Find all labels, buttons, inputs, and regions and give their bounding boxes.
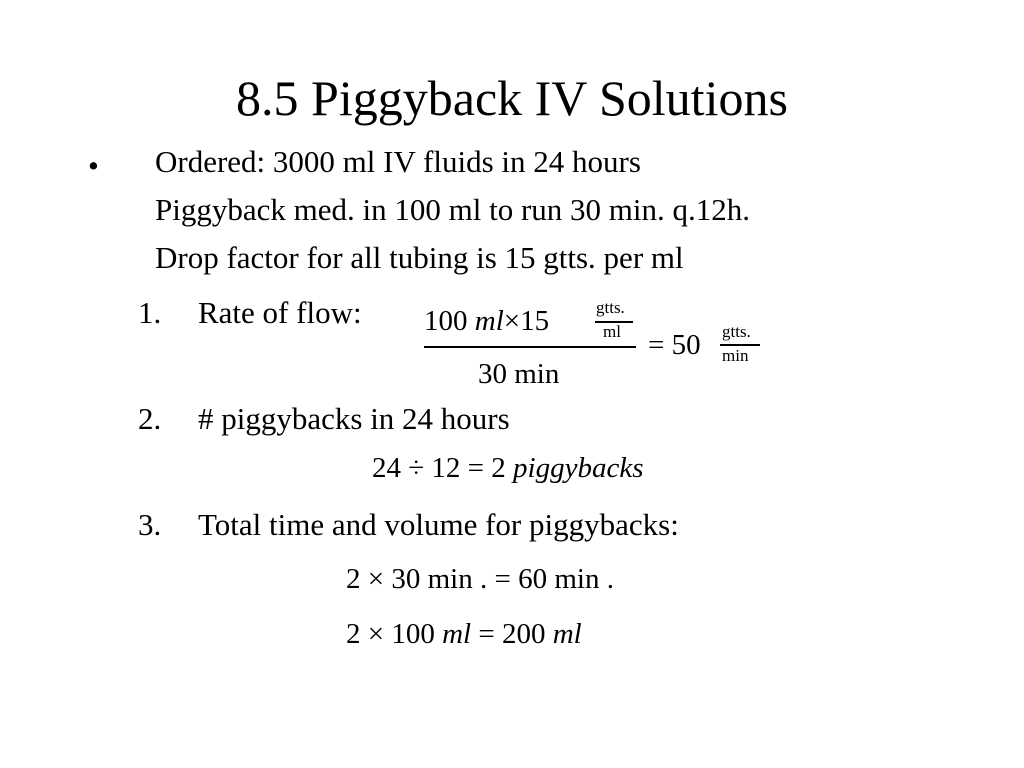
eq4-left: 2 × 100: [346, 618, 435, 650]
eq2-unit: piggybacks: [513, 452, 644, 484]
eq1-denominator: 30 min: [478, 358, 560, 390]
eq1-result-top: gtts.: [722, 322, 751, 341]
item-1-label: Rate of flow:: [198, 295, 362, 330]
item-2-label: # piggybacks in 24 hours: [198, 401, 510, 436]
eq1-fraction-line: [424, 346, 636, 348]
eq4-right-unit: ml: [552, 618, 582, 650]
eq1-num-sub-top: gtts.: [596, 298, 625, 317]
bullet-line-drop-factor: Drop factor for all tubing is 15 gtts. per ml: [155, 240, 684, 275]
bullet-text: [155, 138, 750, 282]
piggybacks-count-equation: [372, 451, 644, 485]
eq1-result-bottom: min: [722, 346, 749, 365]
eq1-num-times: ×15: [503, 305, 550, 337]
item-1-number: 1.: [138, 295, 162, 330]
eq2-expression: 24 ÷ 12 = 2: [372, 452, 506, 484]
bullet-marker: •: [88, 148, 99, 183]
bullet-line-ordered: Ordered: 3000 ml IV fluids in 24 hours: [155, 144, 641, 179]
item-2-number: 2.: [138, 401, 162, 436]
slide-title: 8.5 Piggyback IV Solutions: [236, 70, 788, 126]
eq1-num-unit: ml: [474, 305, 504, 337]
item-3-label: Total time and volume for piggybacks:: [198, 507, 679, 542]
item-3-number: 3.: [138, 507, 162, 542]
eq4-left-unit: ml: [442, 618, 472, 650]
bullet-line-piggyback: Piggyback med. in 100 ml to run 30 min. q.12h.: [155, 192, 750, 227]
eq1-equals: = 50: [648, 329, 701, 361]
total-time-equation: 2 × 30 min . = 60 min .: [346, 563, 614, 595]
eq1-numerator: [424, 304, 549, 338]
total-volume-equation: [346, 617, 582, 651]
eq4-right: = 200: [478, 618, 546, 650]
eq1-num-sub-bottom: ml: [603, 322, 621, 341]
eq1-num-value: 100: [424, 305, 468, 337]
